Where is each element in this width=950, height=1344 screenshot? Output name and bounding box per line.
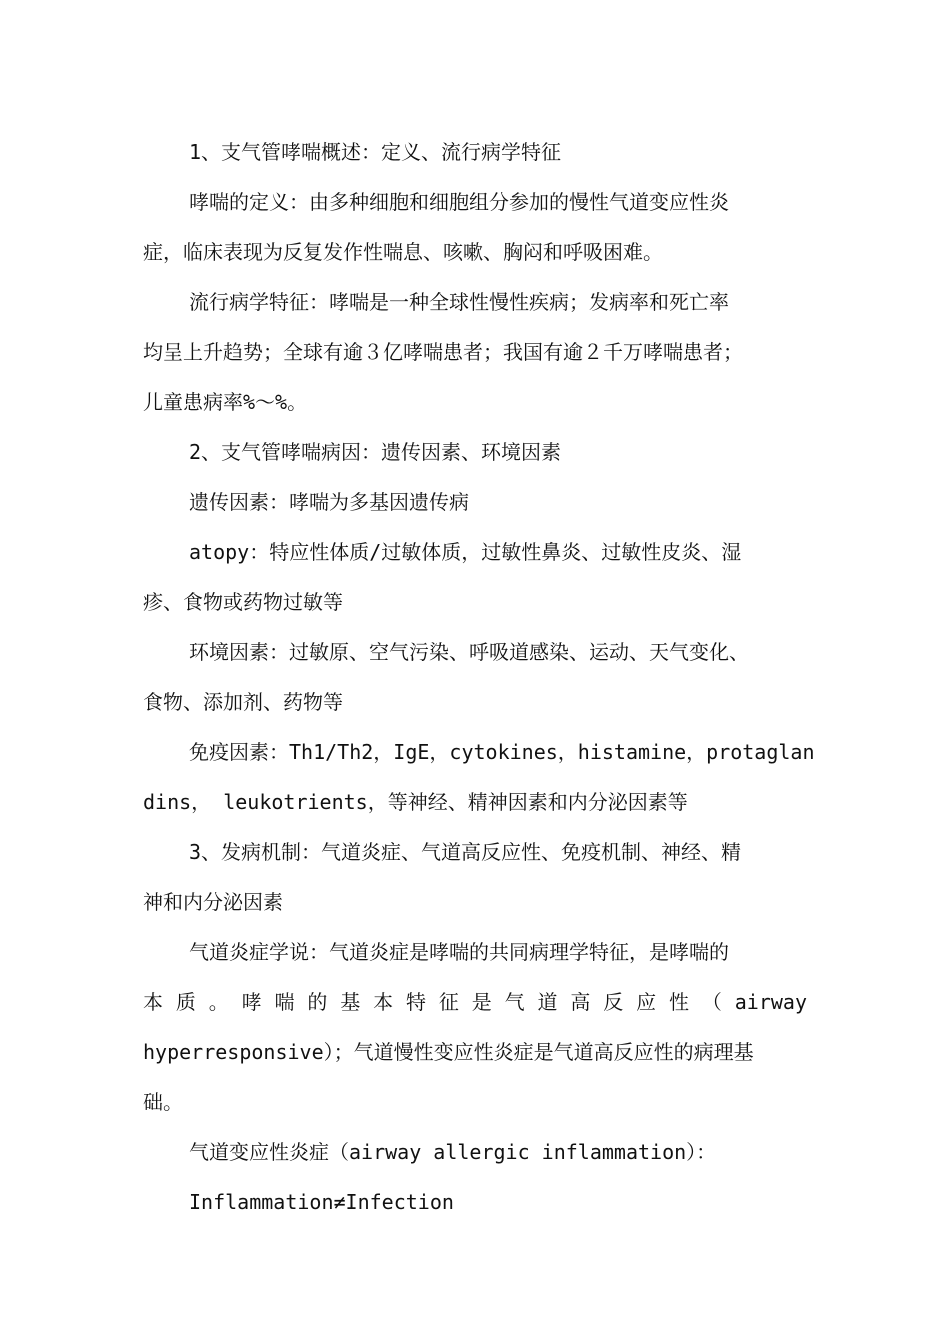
paragraph-line: 础。	[143, 1090, 183, 1114]
spread-token: 质	[175, 990, 196, 1014]
spread-justified-line	[143, 977, 807, 1027]
paragraph-line: 食物、添加剂、药物等	[143, 690, 343, 714]
spread-token: 气	[504, 990, 525, 1014]
spread-token: 征	[438, 990, 459, 1014]
section-heading-2: 2、支气管哮喘病因：遗传因素、环境因素	[189, 440, 562, 464]
paragraph-line: atopy：特应性体质/过敏体质，过敏性鼻炎、过敏性皮炎、湿	[189, 540, 742, 564]
paragraph-line: 症，临床表现为反复发作性喘息、咳嗽、胸闷和呼吸困难。	[143, 240, 663, 264]
spread-token: 应	[636, 990, 657, 1014]
spread-token: 的	[307, 990, 328, 1014]
section-heading-1: 1、支气管哮喘概述：定义、流行病学特征	[189, 140, 562, 164]
spread-token: 。	[208, 990, 229, 1014]
paragraph-line: 环境因素：过敏原、空气污染、呼吸道感染、运动、天气变化、	[189, 640, 749, 664]
spread-token: 反	[603, 990, 624, 1014]
spread-token: 道	[537, 990, 558, 1014]
paragraph-line: 气道炎症学说：气道炎症是哮喘的共同病理学特征，是哮喘的	[189, 940, 729, 964]
spread-token: 特	[406, 990, 426, 1014]
spread-token: 是	[471, 990, 492, 1014]
spread-token: 基	[340, 990, 361, 1014]
paragraph-line: 免疫因素：Th1/Th2，IgE，cytokines，histamine，protaglan	[189, 740, 815, 764]
spread-token: 性	[669, 990, 689, 1014]
spread-token: 本	[143, 990, 163, 1014]
section-heading-3: 3、发病机制：气道炎症、气道高反应性、免疫机制、神经、精	[189, 840, 742, 864]
paragraph-line: 哮喘的定义：由多种细胞和细胞组分参加的慢性气道变应性炎	[189, 190, 729, 214]
spread-token: 喘	[274, 990, 295, 1014]
paragraph-line: 疹、食物或药物过敏等	[143, 590, 343, 614]
paragraph-line: 气道变应性炎症（airway allergic inflammation）：	[189, 1140, 717, 1164]
paragraph-line: 均呈上升趋势；全球有逾３亿哮喘患者；我国有逾２千万哮喘患者；	[143, 340, 743, 364]
paragraph-line: hyperresponsive）；气道慢性变应性炎症是气道高反应性的病理基	[143, 1040, 754, 1064]
paragraph-line: 流行病学特征：哮喘是一种全球性慢性疾病；发病率和死亡率	[189, 290, 729, 314]
paragraph-line: Inflammation≠Infection	[189, 1190, 454, 1214]
spread-token: airway	[734, 990, 807, 1014]
spread-token: 本	[373, 990, 394, 1014]
paragraph-line: dins， leukotrients，等神经、精神因素和内分泌因素等	[143, 790, 688, 814]
paragraph-line: 遗传因素：哮喘为多基因遗传病	[189, 490, 469, 514]
spread-token: 高	[570, 990, 591, 1014]
paragraph-line: 儿童患病率%～%。	[143, 390, 308, 414]
spread-token: 哮	[241, 990, 262, 1014]
spread-token: （	[701, 990, 722, 1014]
document-body	[143, 127, 815, 1227]
paragraph-line: 神和内分泌因素	[143, 890, 283, 914]
